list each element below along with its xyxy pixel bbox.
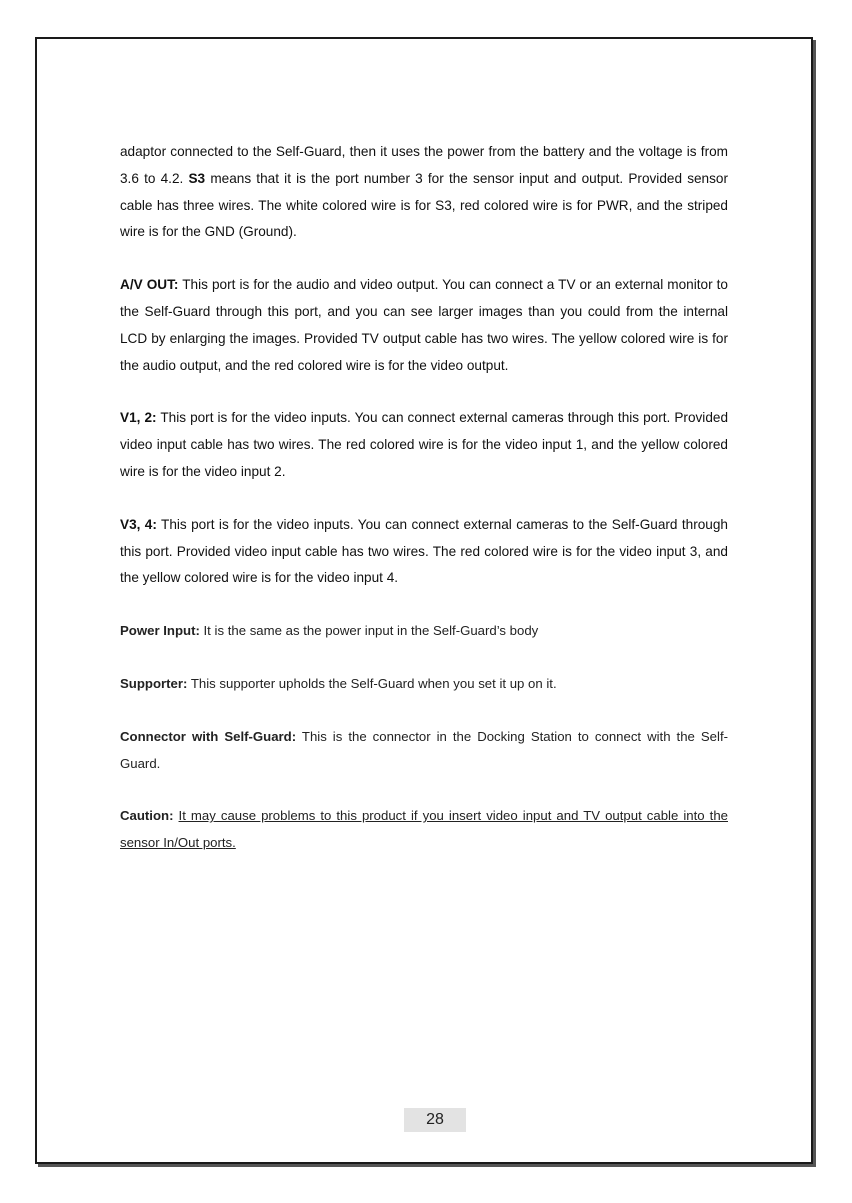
av-out-label: A/V OUT: <box>120 277 179 293</box>
paragraph-sensor-port <box>120 139 728 246</box>
supporter-label: Supporter: <box>120 675 188 691</box>
connector-label: Connector with Self-Guard: <box>120 728 297 744</box>
caution-label: Caution: <box>120 808 174 824</box>
paragraph-av-out <box>120 272 728 379</box>
paragraph-text: This supporter upholds the Self-Guard when you set it up on it. <box>187 675 557 691</box>
paragraph-v12 <box>120 405 728 485</box>
paragraph-text: This port is for the audio and video output. You can connect a TV or an external monitor to the Self-Guard through this port, and you can see larger images than you could from the internal LCD by enlarging the images. Provided TV output cable has two wires. The yellow colored wire is for the audio output, and the red colored wire is for the video output. <box>120 277 728 373</box>
power-input-label: Power Input: <box>120 623 200 639</box>
document-body <box>120 139 728 857</box>
caution-text: It may cause problems to this product if you insert video input and TV output cable into the sensor In/Out ports. <box>120 808 728 851</box>
paragraph-text: This port is for the video inputs. You can connect external cameras to the Self-Guard through this port. Provided video input cable has two wires. The red colored wire is for the video input 3, and the yellow colored wire is for the video input 4. <box>120 516 728 586</box>
s3-label: S3 <box>188 170 206 186</box>
paragraph-v34 <box>120 512 728 592</box>
paragraph-text: It is the same as the power input in the Self-Guard’s body <box>199 623 539 639</box>
paragraph-text: This port is for the video inputs. You can connect external cameras through this port. Provided video input cable has two wires. The red colored wire is for the video input 1, and the yellow colored wire is for the video input 2. <box>120 410 729 479</box>
paragraph-text: This is the connector in the Docking Station to connect with the Self-Guard. <box>120 728 728 771</box>
v12-label: V1, 2: <box>120 410 157 426</box>
paragraph-text: means that it is the port number 3 for the sensor input and output. Provided sensor cable has three wires. The white colored wire is for S3, red colored wire is for PWR, and the striped wire is for the GND (Ground). <box>120 170 728 240</box>
v34-label: V3, 4: <box>120 516 157 532</box>
paragraph-supporter <box>120 671 728 698</box>
paragraph-power-input <box>120 618 728 645</box>
paragraph-text: adaptor connected to the Self-Guard, then it uses the power from the battery and the voltage is from 3.6 to 4.2. <box>120 144 728 186</box>
paragraph-connector <box>120 724 728 778</box>
page-number: 28 <box>404 1108 466 1132</box>
paragraph-caution <box>120 803 728 857</box>
